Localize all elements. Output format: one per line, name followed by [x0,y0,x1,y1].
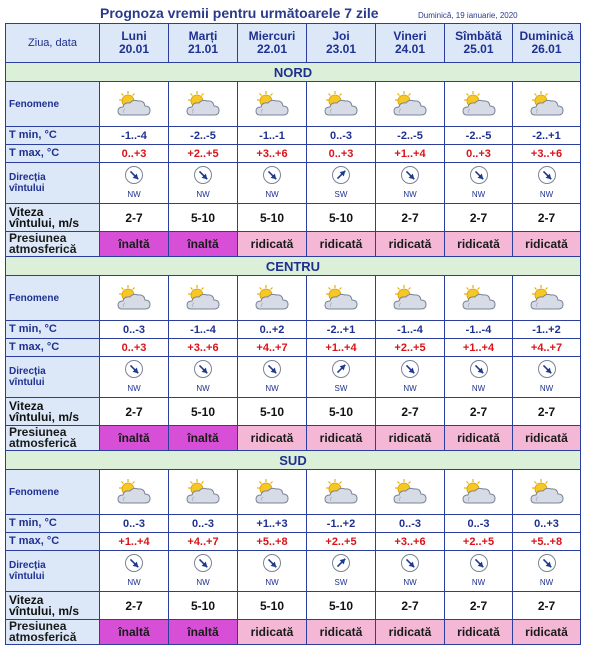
tmin-cell: -2..+1 [307,321,376,339]
tmin-cell: 0..+2 [238,321,307,339]
tmax-cell: +5..+8 [513,533,581,551]
day-date: 25.01 [463,42,494,56]
wind-direction [262,165,282,199]
region-row [6,451,581,470]
sun-cloud-icon [114,89,154,119]
wind-speed-cell: 2-7 [445,398,513,426]
sun-cloud-icon [183,89,223,119]
wind-arrow-icon [124,165,144,185]
wind-direction-cell [307,163,376,204]
wind-direction-cell [513,551,581,592]
tmax-cell: 0..+3 [445,145,513,163]
wind-arrow-icon [331,553,351,573]
wind-direction-label: SW [334,383,348,393]
tmax-cell: +2..+5 [376,339,445,357]
wind-direction-label: NW [127,577,141,587]
wind-arrow-icon [537,165,557,185]
region-title: CENTRU [6,257,581,276]
wind-arrow-icon [537,359,557,379]
tmin-cell: -1..-4 [376,321,445,339]
tmax-cell: +1..+4 [445,339,513,357]
sun-cloud-icon [390,89,430,119]
wind-arrow-icon [331,359,351,379]
row-label [6,620,100,645]
wind-direction-cell [376,357,445,398]
wind-direction [469,359,489,393]
wind-direction-label: NW [127,189,141,199]
wind-direction-label: NW [471,577,486,587]
wind-speed-cell: 2-7 [100,398,169,426]
wind-direction-cell [376,163,445,204]
phenomenon-cell [238,470,307,515]
row-label: Fenomene [6,470,100,515]
wind-speed-cell: 2-7 [376,204,445,232]
wind-direction [469,165,489,199]
row-label: T min, °C [6,515,100,533]
tmin-row [6,127,581,145]
day-date: 22.01 [256,42,288,56]
phenomenon-cell [376,82,445,127]
tmax-cell: +5..+8 [238,533,307,551]
wind-direction [124,359,144,393]
row-label [6,551,100,592]
wind-arrow-icon [400,553,420,573]
tmax-cell: +2..+5 [169,145,238,163]
pressure-cell: ridicată [513,232,581,257]
region-row [6,257,581,276]
pressure-row [6,426,581,451]
row-label-line: Direcția [9,560,46,571]
wind-direction-label: NW [539,577,554,587]
tmax-row [6,339,581,357]
wind-direction-label: NW [265,577,279,587]
day-name: Vineri [393,29,427,43]
tmin-cell: 0..-3 [169,515,238,533]
row-label: Fenomene [6,276,100,321]
wind-direction-row [6,163,581,204]
phenomenon-cell [513,470,581,515]
tmin-cell: -1..+2 [307,515,376,533]
tmin-cell: -1..-4 [100,127,169,145]
phenomenon-cell [445,470,513,515]
phenomenon-cell [445,82,513,127]
sun-cloud-icon [183,283,223,313]
region-title: NORD [6,63,581,82]
pressure-cell: ridicată [445,426,513,451]
wind-direction-label: NW [196,383,210,393]
wind-arrow-icon [469,359,489,379]
tmax-row [6,145,581,163]
row-label: T max, °C [6,533,100,551]
tmin-cell: 0..-3 [307,127,376,145]
wind-direction-label: NW [265,383,279,393]
pressure-cell: înaltă [100,620,169,645]
pressure-cell: ridicată [238,426,307,451]
phenomenon-cell [513,82,581,127]
tmin-cell: -2..-5 [376,127,445,145]
wind-speed-row [6,204,581,232]
row-label-line: atmosferică [9,242,77,256]
sun-cloud-icon [527,283,567,313]
wind-direction-cell [169,357,238,398]
phenomenon-cell [100,276,169,321]
sun-cloud-icon [252,283,292,313]
phenomenon-cell [376,470,445,515]
sun-cloud-icon [390,283,430,313]
row-label-line: Viteza [9,592,44,607]
wind-direction [469,553,489,587]
tmin-cell: -1..-4 [445,321,513,339]
tmin-cell: 0..-3 [445,515,513,533]
wind-speed-cell: 2-7 [100,592,169,620]
tmax-cell: +3..+6 [376,533,445,551]
day-date: 26.01 [531,42,562,56]
tmin-cell: 0..+3 [513,515,581,533]
wind-arrow-icon [469,165,489,185]
wind-direction-cell [445,551,513,592]
wind-direction [262,359,282,393]
sun-cloud-icon [114,477,154,507]
wind-direction-cell [169,163,238,204]
pressure-cell: ridicată [307,620,376,645]
wind-direction [537,165,557,199]
wind-direction-label: SW [334,189,348,199]
day-name: Joi [332,29,350,43]
tmin-cell: -2..-5 [445,127,513,145]
pressure-cell: ridicată [376,232,445,257]
sun-cloud-icon [459,477,499,507]
row-label-line: vîntului [9,377,45,388]
pressure-cell: ridicată [513,426,581,451]
wind-direction-label: NW [471,189,486,199]
wind-direction-label: NW [403,189,417,199]
day-date: 20.01 [118,42,150,56]
tmax-cell: +2..+5 [445,533,513,551]
wind-direction [400,553,420,587]
wind-direction-cell [445,357,513,398]
wind-direction [193,359,213,393]
sun-cloud-icon [114,283,154,313]
wind-direction-cell [100,551,169,592]
pressure-cell: ridicată [238,232,307,257]
sun-cloud-icon [390,477,430,507]
wind-arrow-icon [469,553,489,573]
day-date: 23.01 [325,42,357,56]
wind-direction-label: NW [196,577,210,587]
wind-direction [400,165,420,199]
sun-cloud-icon [459,283,499,313]
wind-direction [193,553,213,587]
phenomenon-cell [169,82,238,127]
sun-cloud-icon [252,477,292,507]
pressure-cell: ridicată [445,232,513,257]
sun-cloud-icon [252,89,292,119]
phenomenon-cell [307,470,376,515]
row-label-line: vîntului [9,571,45,582]
tmin-cell: -2..-5 [169,127,238,145]
row-label [6,592,100,620]
wind-direction-cell [238,357,307,398]
wind-direction-cell [307,357,376,398]
row-label: Fenomene [6,82,100,127]
day-header [307,24,376,63]
region-row [6,63,581,82]
wind-direction-cell [238,163,307,204]
row-label-line: Presiunea [9,231,67,245]
wind-direction-cell [169,551,238,592]
tmin-cell: -1..+2 [513,321,581,339]
sun-cloud-icon [527,89,567,119]
wind-arrow-icon [331,165,351,185]
wind-direction-label: NW [539,189,554,199]
wind-direction-label: NW [403,383,417,393]
wind-speed-row [6,398,581,426]
wind-direction [400,359,420,393]
sun-cloud-icon [527,477,567,507]
tmax-cell: 0..+3 [307,145,376,163]
wind-arrow-icon [124,553,144,573]
tmin-cell: +1..+3 [238,515,307,533]
row-label [6,163,100,204]
wind-speed-cell: 2-7 [513,592,581,620]
wind-speed-cell: 2-7 [513,204,581,232]
wind-direction-label: NW [539,383,554,393]
tmin-cell: -1..-1 [238,127,307,145]
day-date: 21.01 [187,42,219,56]
wind-arrow-icon [193,165,213,185]
page-title: Prognoza vremii pentru următoarele 7 zile [100,5,379,21]
wind-direction [537,553,557,587]
pressure-cell: înaltă [169,620,238,645]
pressure-cell: ridicată [513,620,581,645]
wind-speed-cell: 5-10 [169,204,238,232]
tmax-cell: +4..+7 [238,339,307,357]
wind-arrow-icon [262,359,282,379]
sun-cloud-icon [183,477,223,507]
wind-arrow-icon [262,553,282,573]
row-label: T min, °C [6,321,100,339]
sun-cloud-icon [321,283,361,313]
row-label-line: Viteza [9,398,44,413]
day-header [169,24,238,63]
row-label [6,204,100,232]
row-label-line: Viteza [9,204,44,219]
wind-direction-cell [238,551,307,592]
wind-speed-cell: 5-10 [307,592,376,620]
row-label-line: vîntului, m/s [9,215,80,230]
header-row [6,24,581,63]
wind-speed-cell: 5-10 [307,398,376,426]
day-header [376,24,445,63]
wind-arrow-icon [262,165,282,185]
wind-arrow-icon [193,553,213,573]
tmax-cell: +1..+4 [100,533,169,551]
wind-speed-row [6,592,581,620]
row-label: T max, °C [6,339,100,357]
tmax-cell: 0..+3 [100,145,169,163]
phenomena-row [6,276,581,321]
pressure-cell: înaltă [100,426,169,451]
day-name: Miercuri [248,29,296,43]
row-label [6,232,100,257]
region-title: SUD [6,451,581,470]
wind-speed-cell: 5-10 [169,398,238,426]
tmax-cell: 0..+3 [100,339,169,357]
day-header [513,24,581,63]
phenomenon-cell [307,276,376,321]
sun-cloud-icon [321,477,361,507]
pressure-cell: ridicată [238,620,307,645]
row-label-line: vîntului [9,183,45,194]
day-name: Marți [188,29,218,43]
row-label [6,398,100,426]
wind-direction-cell [307,551,376,592]
wind-direction-label: SW [334,577,348,587]
wind-speed-cell: 2-7 [100,204,169,232]
wind-arrow-icon [537,553,557,573]
forecast-table [5,23,581,645]
row-label-line: Presiunea [9,619,67,633]
tmin-cell: 0..-3 [100,321,169,339]
pressure-cell: ridicată [307,426,376,451]
wind-direction [193,165,213,199]
wind-speed-cell: 5-10 [238,204,307,232]
row-label-line: Presiunea [9,425,67,439]
wind-direction [537,359,557,393]
pressure-cell: ridicată [376,426,445,451]
row-label-line: atmosferică [9,436,77,450]
wind-speed-cell: 2-7 [445,204,513,232]
wind-speed-cell: 2-7 [445,592,513,620]
phenomenon-cell [238,276,307,321]
wind-direction-label: NW [265,189,279,199]
phenomenon-cell [445,276,513,321]
row-label [6,357,100,398]
forecast-date: Duminică, 19 ianuarie, 2020 [418,11,518,20]
row-label: T max, °C [6,145,100,163]
pressure-cell: înaltă [169,232,238,257]
wind-speed-cell: 5-10 [169,592,238,620]
wind-arrow-icon [193,359,213,379]
wind-direction-cell [445,163,513,204]
tmin-cell: -2..+1 [513,127,581,145]
wind-speed-cell: 5-10 [307,204,376,232]
sun-cloud-icon [321,89,361,119]
day-header [238,24,307,63]
wind-direction-label: NW [471,383,486,393]
wind-direction-cell [100,357,169,398]
tmax-cell: +3..+6 [169,339,238,357]
phenomenon-cell [169,276,238,321]
tmin-cell: -1..-4 [169,321,238,339]
tmax-cell: +3..+6 [238,145,307,163]
row-label [6,426,100,451]
pressure-cell: ridicată [445,620,513,645]
wind-direction-cell [100,163,169,204]
phenomenon-cell [376,276,445,321]
wind-direction-cell [376,551,445,592]
wind-direction [331,165,351,199]
wind-direction-row [6,551,581,592]
wind-direction-cell [513,357,581,398]
phenomenon-cell [238,82,307,127]
wind-direction [331,359,351,393]
tmax-cell: +2..+5 [307,533,376,551]
tmax-cell: +4..+7 [513,339,581,357]
wind-direction [262,553,282,587]
day-header [445,24,513,63]
tmax-cell: +3..+6 [513,145,581,163]
wind-arrow-icon [400,359,420,379]
day-name: Luni [121,29,147,43]
row-label-line: atmosferică [9,630,77,644]
tmax-cell: +1..+4 [307,339,376,357]
wind-direction-label: NW [403,577,417,587]
phenomena-row [6,470,581,515]
pressure-cell: ridicată [307,232,376,257]
title-bar [0,0,600,24]
pressure-cell: ridicată [376,620,445,645]
wind-direction-label: NW [127,383,141,393]
row-label-line: Direcția [9,366,46,377]
wind-direction-row [6,357,581,398]
day-date: 24.01 [394,42,426,56]
wind-direction-label: NW [196,189,210,199]
pressure-row [6,620,581,645]
row-label: T min, °C [6,127,100,145]
day-name: Duminică [519,29,574,43]
phenomenon-cell [100,470,169,515]
wind-arrow-icon [400,165,420,185]
pressure-cell: înaltă [169,426,238,451]
phenomenon-cell [100,82,169,127]
row-label-line: vîntului, m/s [9,603,80,618]
tmin-row [6,515,581,533]
wind-speed-cell: 5-10 [238,398,307,426]
tmin-cell: 0..-3 [100,515,169,533]
pressure-cell: înaltă [100,232,169,257]
row-label-line: vîntului, m/s [9,409,80,424]
tmax-cell: +1..+4 [376,145,445,163]
pressure-row [6,232,581,257]
phenomenon-cell [513,276,581,321]
tmax-cell: +4..+7 [169,533,238,551]
row-label-line: Direcția [9,172,46,183]
wind-direction [124,553,144,587]
tmin-cell: 0..-3 [376,515,445,533]
wind-direction-cell [513,163,581,204]
tmin-row [6,321,581,339]
wind-speed-cell: 5-10 [238,592,307,620]
wind-direction [331,553,351,587]
day-name: Sîmbătă [455,29,502,43]
wind-speed-cell: 2-7 [376,592,445,620]
phenomenon-cell [307,82,376,127]
wind-direction [124,165,144,199]
sun-cloud-icon [459,89,499,119]
phenomenon-cell [169,470,238,515]
header-label: Ziua, data [6,24,100,63]
phenomena-row [6,82,581,127]
tmax-row [6,533,581,551]
wind-speed-cell: 2-7 [513,398,581,426]
wind-speed-cell: 2-7 [376,398,445,426]
wind-arrow-icon [124,359,144,379]
day-header [100,24,169,63]
